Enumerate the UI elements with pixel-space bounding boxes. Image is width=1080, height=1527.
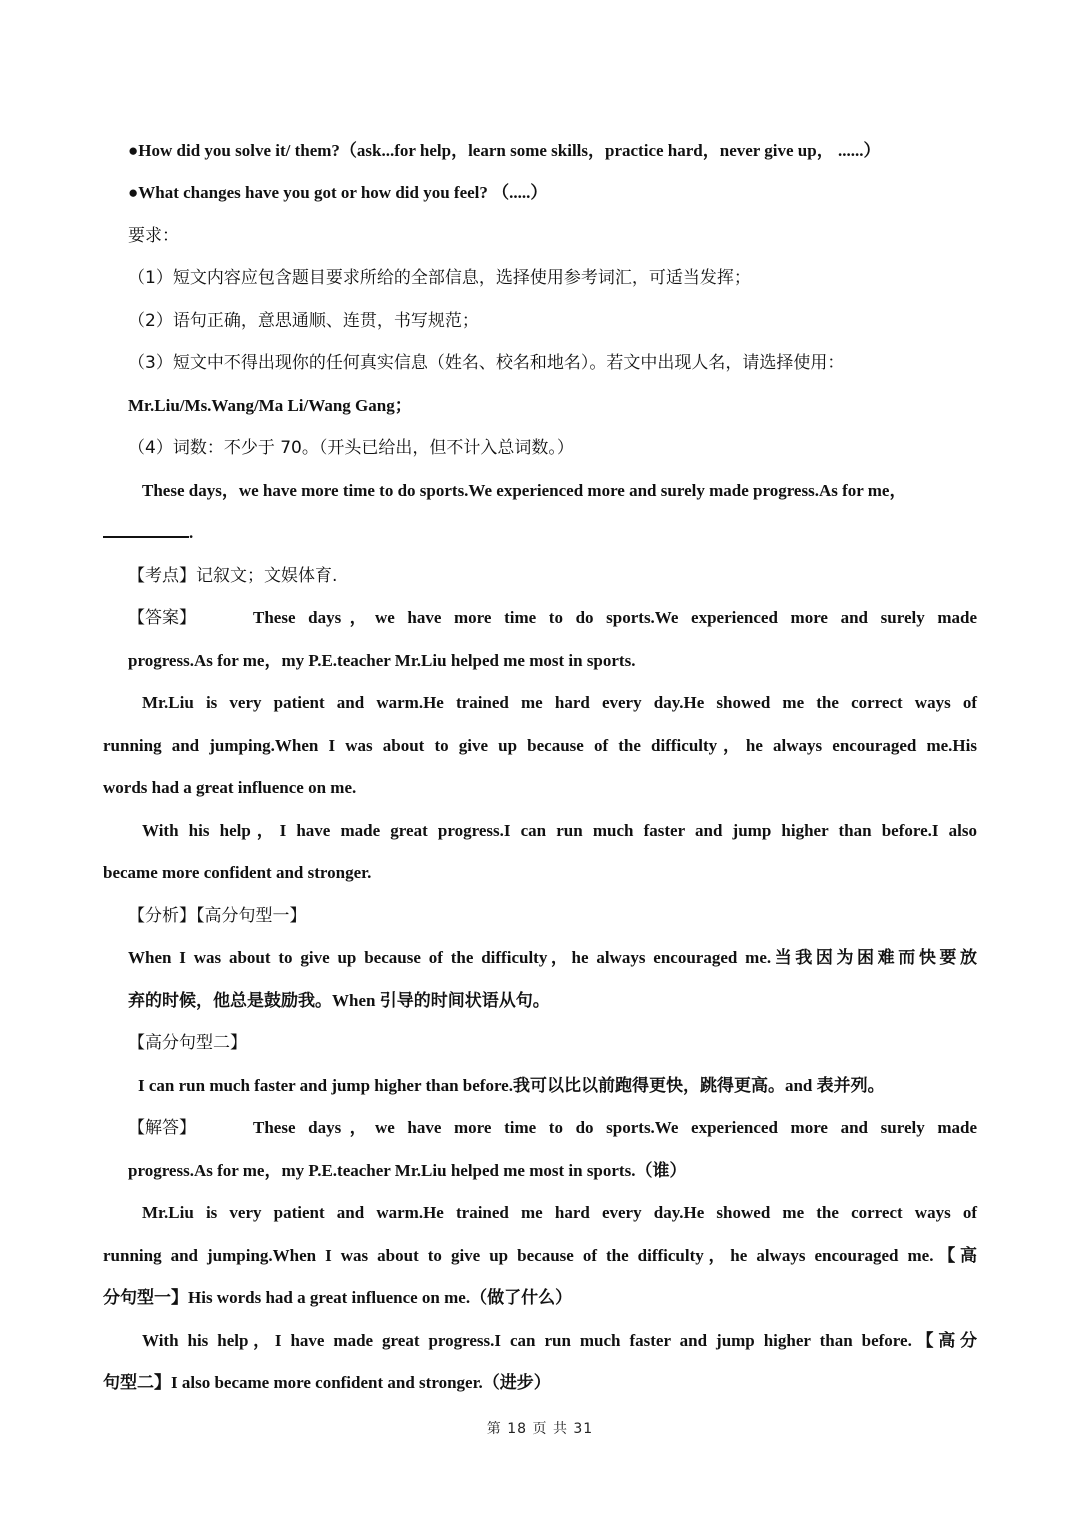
answer-p2-line-1: Mr.Liu is very patient and warm.He trained me hard every day.He showed me the correct ways of [142,693,977,712]
requirement-2: （2）语句正确，意思通顺、连贯，书写规范； [128,311,479,331]
answer-line-2: progress.As for me，my P.E.teacher Mr.Liu helped me most in sports. [128,651,636,670]
opening-line: These days，we have more time to do sports.We experienced more and surely made progress.As for me， [142,481,907,500]
analysis-heading [128,904,307,928]
kaodian-line [128,564,337,588]
requirement-3: （3）短文中不得出现你的任何真实信息（姓名、校名和地名）。若文中出现人名，请选择使用： [128,353,845,373]
requirement-4: （4）词数：不少于 70。（开头已给出，但不计入总词数。） [128,438,574,458]
opening-blank-line [103,521,193,545]
solution-line-1: These days，we have more time to do sports.We experienced more and surely made [253,1118,977,1137]
type1-label: 【高分句型一】 [196,906,307,926]
requirement-3-names: Mr.Liu/Ms.Wang/Ma Li/Wang Gang； [128,396,412,415]
solution-label: 【解答】 [128,1118,196,1138]
solution-p2-line-1: Mr.Liu is very patient and warm.He trained me hard every day.He showed me the correct ways of [142,1203,977,1222]
type2-line: I can run much faster and jump higher than before.我可以比以前跑得更快，跳得更高。and 表并列。 [138,1076,885,1095]
answer-p3-line-1: With his help，I have made great progress.I can run much faster and jump higher than before.I also [142,821,977,840]
kaodian-text: 记叙文；文娱体育. [196,566,338,586]
answer-p3-line-2: became more confident and stronger. [103,863,372,882]
prompt-question-1: ●How did you solve it/ them?（ask...for help，learn some skills，practice hard，never give up， ......） [128,141,881,160]
type1-line-1: When I was about to give up because of the difficulty，he always encouraged me.当我因为困难而快要放 [128,948,977,967]
solution-p2-line-2: running and jumping.When I was about to give up because of the difficulty，he always encouraged me.【高 [103,1246,977,1265]
solution-p2-line-3: 分句型一】His words had a great influence on me.（做了什么） [103,1288,573,1307]
requirement-1: （1）短文内容应包含题目要求所给的全部信息，选择使用参考词汇，可适当发挥； [128,268,751,288]
requirements-title: 要求： [128,226,179,246]
solution-p3-line-1: With his help，I have made great progress.I can run much faster and jump higher than before.【高分 [142,1331,977,1350]
answer-blank [103,522,189,538]
type2-label: 【高分句型二】 [128,1033,247,1053]
prompt-question-2: ●What changes have you got or how did you feel? （.....） [128,183,548,202]
type1-line-2: 弃的时候，他总是鼓励我。When 引导的时间状语从句。 [128,991,550,1010]
page-number-footer: 第 18 页 共 31 [486,1421,594,1437]
answer-p2-line-3: words had a great influence on me. [103,778,357,797]
kaodian-label: 【考点】 [128,566,196,586]
blank-period: . [189,523,194,542]
answer-label: 【答案】 [128,608,196,628]
answer-line-1: These days，we have more time to do sports.We experienced more and surely made [253,608,977,627]
solution-p3-line-2: 句型二】I also became more confident and stronger.（进步） [103,1373,551,1392]
solution-line-2: progress.As for me，my P.E.teacher Mr.Liu helped me most in sports.（谁） [128,1161,687,1180]
answer-p2-line-2: running and jumping.When I was about to give up because of the difficulty，he always encouraged me.His [103,736,977,755]
analysis-label: 【分析】 [128,906,196,926]
